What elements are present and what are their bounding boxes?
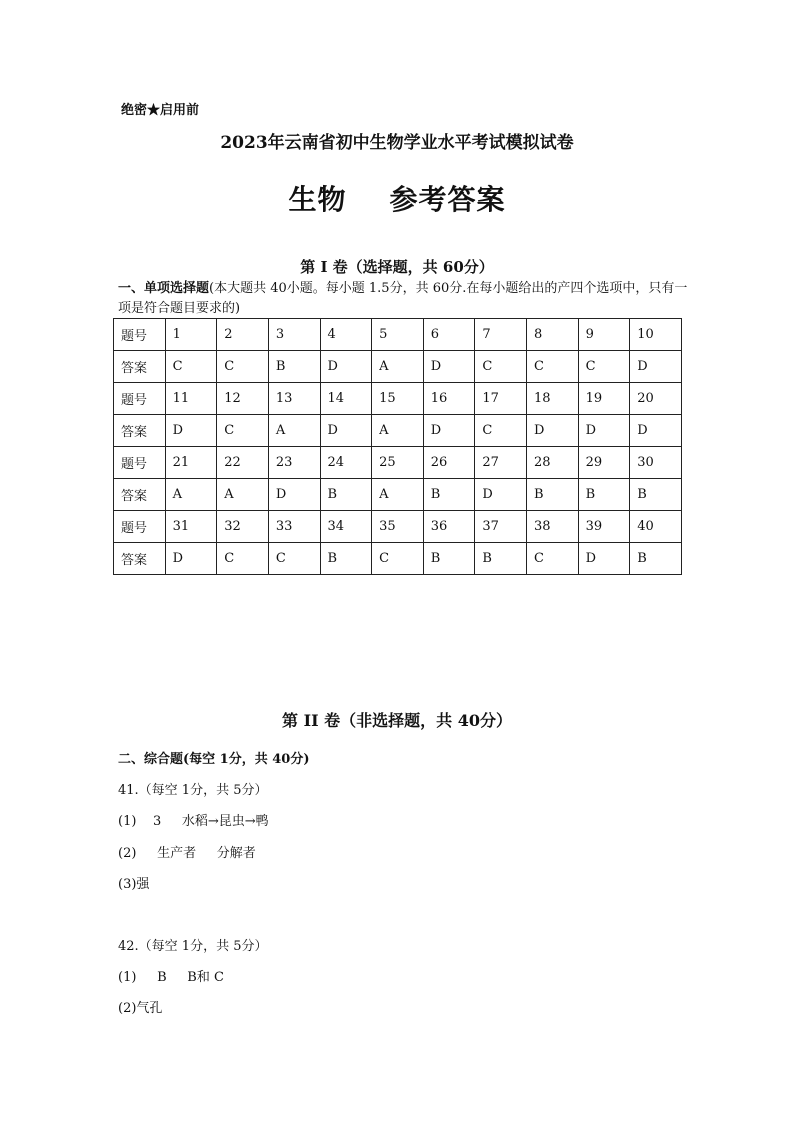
question-number-row <box>114 319 682 351</box>
question-number-row <box>114 511 682 543</box>
table-cell: C <box>217 415 269 447</box>
table-cell: 17 <box>475 383 527 415</box>
table-cell: B <box>630 543 682 575</box>
q41-answer-2: (2) 生产者 分解者 <box>118 846 256 861</box>
table-cell: 30 <box>630 447 682 479</box>
table-cell: 8 <box>527 319 579 351</box>
table-cell: 39 <box>578 511 630 543</box>
answer-row <box>114 415 682 447</box>
table-cell: D <box>630 351 682 383</box>
row-header-cell: 答案 <box>114 543 166 575</box>
q42-answer-2: (2)气孔 <box>118 1001 163 1016</box>
table-cell: 35 <box>372 511 424 543</box>
table-cell: 22 <box>217 447 269 479</box>
table-cell: 21 <box>165 447 217 479</box>
answer-row <box>114 479 682 511</box>
row-header-cell: 答案 <box>114 415 166 447</box>
table-cell: 14 <box>320 383 372 415</box>
part1-instructions <box>118 279 688 319</box>
table-cell: C <box>527 351 579 383</box>
row-header-cell: 题号 <box>114 447 166 479</box>
q41-answer-3: (3)强 <box>118 877 150 892</box>
table-cell: D <box>423 351 475 383</box>
table-cell: 1 <box>165 319 217 351</box>
table-cell: 28 <box>527 447 579 479</box>
table-cell: D <box>268 479 320 511</box>
table-cell: 7 <box>475 319 527 351</box>
exam-title: 2023年云南省初中生物学业水平考试模拟试卷 <box>220 133 574 153</box>
table-cell: D <box>423 415 475 447</box>
table-cell: A <box>372 479 424 511</box>
table-cell: B <box>268 351 320 383</box>
row-header-cell: 题号 <box>114 319 166 351</box>
table-cell: D <box>578 415 630 447</box>
q42-answer-1: (1) B B和 C <box>118 970 224 985</box>
section-two-title: 二、综合题(每空 1分，共 40分) <box>118 752 310 767</box>
table-cell: 40 <box>630 511 682 543</box>
table-cell: C <box>217 351 269 383</box>
table-cell: C <box>527 543 579 575</box>
table-cell: 10 <box>630 319 682 351</box>
section-one-label: 一、单项选择题 <box>118 281 210 296</box>
table-cell: D <box>578 543 630 575</box>
table-cell: 16 <box>423 383 475 415</box>
table-cell: C <box>475 351 527 383</box>
table-cell: 27 <box>475 447 527 479</box>
table-cell: D <box>527 415 579 447</box>
table-cell: B <box>320 543 372 575</box>
part1-title: 第 I 卷（选择题，共 60分） <box>300 258 494 276</box>
table-cell: 26 <box>423 447 475 479</box>
table-cell: 31 <box>165 511 217 543</box>
row-header-cell: 题号 <box>114 383 166 415</box>
table-cell: 11 <box>165 383 217 415</box>
answer-row <box>114 351 682 383</box>
table-cell: 38 <box>527 511 579 543</box>
table-cell: 13 <box>268 383 320 415</box>
row-header-cell: 答案 <box>114 479 166 511</box>
table-cell: B <box>423 479 475 511</box>
secret-mark: 绝密★启用前 <box>121 103 200 118</box>
table-cell: 23 <box>268 447 320 479</box>
table-cell: C <box>217 543 269 575</box>
table-cell: D <box>475 479 527 511</box>
question-number-row <box>114 447 682 479</box>
table-cell: A <box>372 351 424 383</box>
table-cell: D <box>630 415 682 447</box>
table-cell: 36 <box>423 511 475 543</box>
table-cell: 37 <box>475 511 527 543</box>
table-cell: C <box>475 415 527 447</box>
table-cell: B <box>630 479 682 511</box>
q42-label: 42.（每空 1分，共 5分） <box>118 939 268 954</box>
table-cell: A <box>217 479 269 511</box>
table-cell: 18 <box>527 383 579 415</box>
table-cell: B <box>320 479 372 511</box>
table-cell: 15 <box>372 383 424 415</box>
table-cell: 2 <box>217 319 269 351</box>
table-cell: 34 <box>320 511 372 543</box>
table-cell: D <box>165 415 217 447</box>
table-cell: C <box>372 543 424 575</box>
row-header-cell: 题号 <box>114 511 166 543</box>
table-cell: A <box>372 415 424 447</box>
table-cell: B <box>578 479 630 511</box>
table-cell: C <box>578 351 630 383</box>
answer-row <box>114 543 682 575</box>
table-cell: C <box>268 543 320 575</box>
table-cell: B <box>423 543 475 575</box>
table-cell: 3 <box>268 319 320 351</box>
section-one-rules: (本大题共 40小题。每小题 1.5分，共 60分.在每小题给出的产四个选项中，只有一项是符合题目要求的) <box>118 281 688 316</box>
table-cell: 20 <box>630 383 682 415</box>
table-cell: 5 <box>372 319 424 351</box>
table-cell: C <box>165 351 217 383</box>
table-cell: B <box>475 543 527 575</box>
answer-table <box>113 318 682 575</box>
table-cell: 25 <box>372 447 424 479</box>
table-cell: 29 <box>578 447 630 479</box>
q41-label: 41.（每空 1分，共 5分） <box>118 783 268 798</box>
table-cell: 19 <box>578 383 630 415</box>
table-cell: D <box>320 351 372 383</box>
table-cell: 9 <box>578 319 630 351</box>
row-header-cell: 答案 <box>114 351 166 383</box>
table-cell: 12 <box>217 383 269 415</box>
table-cell: 24 <box>320 447 372 479</box>
table-cell: A <box>165 479 217 511</box>
table-cell: 6 <box>423 319 475 351</box>
table-cell: 32 <box>217 511 269 543</box>
table-cell: 33 <box>268 511 320 543</box>
table-cell: 4 <box>320 319 372 351</box>
subject-title: 生物 参考答案 <box>288 183 506 216</box>
table-cell: D <box>165 543 217 575</box>
table-cell: A <box>268 415 320 447</box>
table-cell: B <box>527 479 579 511</box>
table-cell: D <box>320 415 372 447</box>
q41-answer-1: (1) 3 水稻→昆虫→鸭 <box>118 814 269 829</box>
part2-title: 第 II 卷（非选择题，共 40分） <box>282 711 512 730</box>
question-number-row <box>114 383 682 415</box>
